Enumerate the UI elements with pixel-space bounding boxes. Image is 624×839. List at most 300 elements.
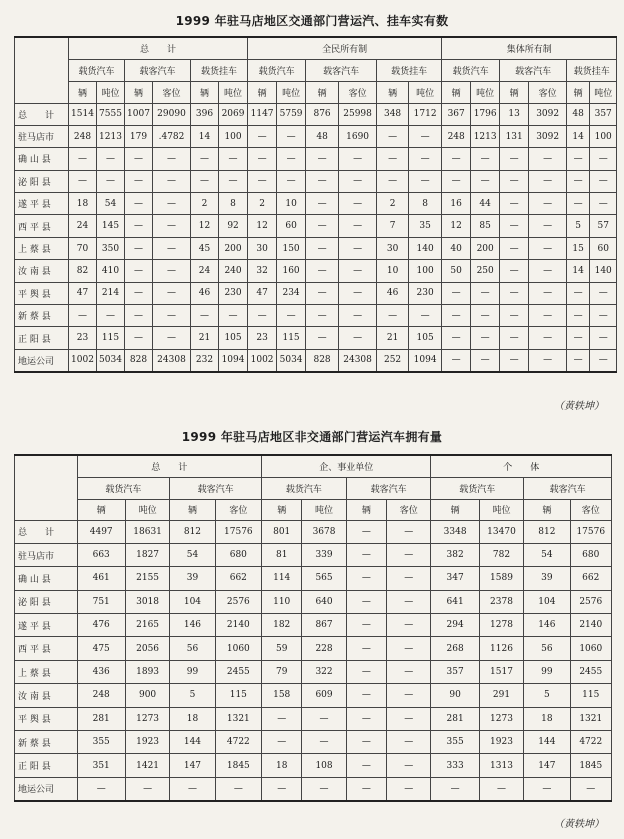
table-cell: —	[346, 590, 386, 613]
table-cell: —	[500, 260, 529, 282]
table-cell: —	[529, 170, 567, 192]
table-cell: 232	[191, 349, 219, 371]
table-cell: —	[277, 170, 306, 192]
table-cell: 24308	[153, 349, 191, 371]
table-row	[15, 349, 617, 371]
table-cell: 3092	[529, 125, 567, 147]
table-cell: 46	[191, 282, 219, 304]
table-cell: 828	[306, 349, 339, 371]
table-cell: —	[387, 614, 431, 637]
table-cell: 2056	[125, 637, 169, 660]
unit-header: 吨位	[302, 499, 346, 520]
table-cell: 99	[524, 660, 570, 683]
table-cell: 252	[377, 349, 409, 371]
table-cell: 410	[97, 260, 125, 282]
unit-header: 辆	[69, 81, 97, 103]
table-cell: —	[377, 305, 409, 327]
table-cell: 812	[524, 520, 570, 543]
table-cell: —	[69, 148, 97, 170]
table-cell: —	[500, 237, 529, 259]
table-cell: 333	[431, 754, 479, 777]
table-row	[15, 125, 617, 147]
table-cell: —	[409, 170, 442, 192]
table-cell: 82	[69, 260, 97, 282]
table-cell: —	[248, 305, 277, 327]
table-row	[15, 614, 612, 637]
table-cell: —	[306, 148, 339, 170]
table-cell: 2140	[215, 614, 261, 637]
table-cell: 29090	[153, 103, 191, 125]
table-cell: 56	[170, 637, 215, 660]
table-cell: 5	[170, 684, 215, 707]
table-cell: 54	[97, 193, 125, 215]
row-label: 遂 平 县	[15, 193, 69, 215]
table-cell: 230	[409, 282, 442, 304]
unit-header: 吨位	[277, 81, 306, 103]
table-cell: —	[387, 777, 431, 800]
unit-header: 辆	[248, 81, 277, 103]
table-cell: 44	[471, 193, 500, 215]
table-cell: 40	[442, 237, 471, 259]
table-cell: —	[529, 282, 567, 304]
unit-header: 辆	[191, 81, 219, 103]
table-cell: 12	[191, 215, 219, 237]
table-cell: —	[153, 215, 191, 237]
row-label: 汝 南 县	[15, 260, 69, 282]
table-cell: 4497	[77, 520, 125, 543]
table-cell: —	[153, 282, 191, 304]
table-cell: —	[442, 170, 471, 192]
table-cell: —	[567, 170, 590, 192]
table-row	[15, 754, 612, 777]
table-cell: 30	[248, 237, 277, 259]
table-cell: —	[306, 327, 339, 349]
table-cell: 32	[248, 260, 277, 282]
table-cell: 100	[219, 125, 248, 147]
table-cell: 160	[277, 260, 306, 282]
table-cell: 21	[377, 327, 409, 349]
table-cell: 39	[524, 567, 570, 590]
row-label: 平 舆 县	[15, 707, 78, 730]
table-row	[15, 170, 617, 192]
table-cell: 145	[97, 215, 125, 237]
table-cell: —	[471, 305, 500, 327]
table-cell: —	[153, 260, 191, 282]
table-cell: —	[306, 170, 339, 192]
sub-header: 载货汽车	[248, 59, 306, 81]
unit-header: 吨位	[409, 81, 442, 103]
table-cell: —	[219, 170, 248, 192]
table-cell: 104	[524, 590, 570, 613]
table-cell: —	[262, 731, 302, 754]
table-row	[15, 543, 612, 566]
table-cell: 47	[248, 282, 277, 304]
table-cell: —	[97, 170, 125, 192]
table-cell: 640	[302, 590, 346, 613]
table-cell: 1712	[409, 103, 442, 125]
table-cell: 8	[409, 193, 442, 215]
table-row	[15, 282, 617, 304]
table-cell: —	[277, 125, 306, 147]
table-cell: —	[387, 707, 431, 730]
table-cell: —	[277, 305, 306, 327]
table-cell: —	[125, 777, 169, 800]
table-cell: 248	[69, 125, 97, 147]
unit-header: 客位	[339, 81, 377, 103]
unit-header: 辆	[524, 499, 570, 520]
table-cell: 1321	[215, 707, 261, 730]
table-cell: 1923	[479, 731, 523, 754]
unit-header: 辆	[442, 81, 471, 103]
table-cell: 2069	[219, 103, 248, 125]
table-cell: 50	[442, 260, 471, 282]
table-cell: —	[125, 170, 153, 192]
table-cell: 45	[191, 237, 219, 259]
row-label: 西 平 县	[15, 637, 78, 660]
table-cell: 18	[69, 193, 97, 215]
table-cell: —	[409, 125, 442, 147]
table-cell: 1147	[248, 103, 277, 125]
table-cell: 662	[215, 567, 261, 590]
table-cell: 60	[590, 237, 617, 259]
table-cell: —	[567, 282, 590, 304]
table-cell: 24	[69, 215, 97, 237]
table-cell: —	[442, 282, 471, 304]
table-cell: —	[339, 327, 377, 349]
table-cell: 2455	[215, 660, 261, 683]
table-cell: 14	[567, 125, 590, 147]
table-cell: —	[529, 237, 567, 259]
table-cell: —	[500, 148, 529, 170]
row-label: 新 蔡 县	[15, 731, 78, 754]
table-row	[15, 731, 612, 754]
table-cell: 10	[277, 193, 306, 215]
table-cell: 99	[170, 660, 215, 683]
table-row	[15, 660, 612, 683]
table-cell: 234	[277, 282, 306, 304]
table-cell: 436	[77, 660, 125, 683]
table-cell: 131	[500, 125, 529, 147]
table-cell: —	[377, 170, 409, 192]
table-cell: 18	[170, 707, 215, 730]
unit-header: 辆	[346, 499, 386, 520]
table-cell: 24	[191, 260, 219, 282]
table-cell: 609	[302, 684, 346, 707]
sub-header: 载货汽车	[262, 477, 347, 499]
table-cell: 146	[170, 614, 215, 637]
table-cell: 1690	[339, 125, 377, 147]
table-cell: —	[500, 349, 529, 371]
table-cell: —	[387, 520, 431, 543]
table-cell: —	[69, 170, 97, 192]
table-cell: 146	[524, 614, 570, 637]
table-cell: —	[219, 305, 248, 327]
table-cell: 16	[442, 193, 471, 215]
table-cell: —	[306, 237, 339, 259]
table-cell: 108	[302, 754, 346, 777]
table-cell: 24308	[339, 349, 377, 371]
table-cell: 14	[191, 125, 219, 147]
table-cell: 70	[69, 237, 97, 259]
table-row	[15, 260, 617, 282]
table-cell: 12	[442, 215, 471, 237]
table-cell: 147	[524, 754, 570, 777]
corner-cell	[15, 37, 69, 103]
sub-header: 载客汽车	[346, 477, 431, 499]
row-label: 总 计	[15, 520, 78, 543]
table-cell: 1060	[570, 637, 611, 660]
table2-title: 1999 年驻马店地区非交通部门营运汽车拥有量	[181, 430, 443, 444]
unit-header: 辆	[77, 499, 125, 520]
table-cell: 1514	[69, 103, 97, 125]
table-cell: 2	[248, 193, 277, 215]
group-header: 企、事业单位	[262, 455, 431, 477]
table-cell: 200	[219, 237, 248, 259]
table-cell: 291	[479, 684, 523, 707]
table-cell: —	[125, 327, 153, 349]
table-cell: —	[471, 349, 500, 371]
table-cell: —	[125, 282, 153, 304]
row-label: 泌 阳 县	[15, 590, 78, 613]
table-cell: —	[500, 327, 529, 349]
table-cell: 1796	[471, 103, 500, 125]
table-cell: —	[125, 305, 153, 327]
table-cell: —	[500, 193, 529, 215]
table-cell: —	[215, 777, 261, 800]
table-cell: —	[306, 305, 339, 327]
table-cell: 59	[262, 637, 302, 660]
table-cell: 105	[409, 327, 442, 349]
unit-header: 客位	[153, 81, 191, 103]
table-cell: —	[500, 215, 529, 237]
table-cell: 268	[431, 637, 479, 660]
unit-header: 辆	[567, 81, 590, 103]
sub-header: 载客汽车	[500, 59, 567, 81]
table-cell: 230	[219, 282, 248, 304]
table-cell: —	[590, 327, 617, 349]
table-cell: 248	[442, 125, 471, 147]
table-cell: 140	[590, 260, 617, 282]
table-cell: 476	[77, 614, 125, 637]
table-cell: 57	[590, 215, 617, 237]
table-cell: —	[191, 170, 219, 192]
table-cell: 21	[191, 327, 219, 349]
table-cell: —	[346, 543, 386, 566]
table-cell: 1213	[97, 125, 125, 147]
sub-header: 载货汽车	[77, 477, 170, 499]
row-label: 汝 南 县	[15, 684, 78, 707]
unit-header: 吨位	[97, 81, 125, 103]
table-cell: —	[339, 260, 377, 282]
table-cell: —	[442, 305, 471, 327]
table-cell: —	[409, 148, 442, 170]
table-cell: 214	[97, 282, 125, 304]
table-row	[15, 103, 617, 125]
table-cell: 46	[377, 282, 409, 304]
table-cell: 782	[479, 543, 523, 566]
table-cell: —	[339, 193, 377, 215]
unit-header: 吨位	[125, 499, 169, 520]
table-cell: —	[567, 148, 590, 170]
table-cell: —	[170, 777, 215, 800]
table-cell: 144	[524, 731, 570, 754]
table-cell: —	[346, 684, 386, 707]
table-cell: —	[529, 349, 567, 371]
row-label: 新 蔡 县	[15, 305, 69, 327]
table-cell: 382	[431, 543, 479, 566]
table-cell: 357	[431, 660, 479, 683]
table-cell: —	[590, 148, 617, 170]
table-cell: 1002	[69, 349, 97, 371]
table-cell: 3348	[431, 520, 479, 543]
table-cell: —	[387, 637, 431, 660]
table-cell: —	[471, 170, 500, 192]
table-cell: 1845	[570, 754, 611, 777]
table-cell: 355	[431, 731, 479, 754]
table-cell: 92	[219, 215, 248, 237]
table-cell: 147	[170, 754, 215, 777]
table-cell: —	[248, 148, 277, 170]
table-cell: 228	[302, 637, 346, 660]
table-cell: 54	[524, 543, 570, 566]
table-cell: 867	[302, 614, 346, 637]
table-cell: 39	[170, 567, 215, 590]
table-cell: 100	[409, 260, 442, 282]
table-cell: 1060	[215, 637, 261, 660]
table-cell: —	[442, 148, 471, 170]
table-cell: —	[125, 148, 153, 170]
table-cell: —	[346, 777, 386, 800]
unit-header: 吨位	[590, 81, 617, 103]
table-cell: —	[387, 543, 431, 566]
table-cell: —	[302, 707, 346, 730]
row-label: 地运公司	[15, 349, 69, 371]
unit-header: 客位	[387, 499, 431, 520]
table-cell: 2455	[570, 660, 611, 683]
group-header: 全民所有制	[248, 37, 442, 59]
row-label: 正 阳 县	[15, 327, 69, 349]
table-cell: 13470	[479, 520, 523, 543]
table-cell: 1421	[125, 754, 169, 777]
table-cell: 1094	[219, 349, 248, 371]
table-cell: 18	[524, 707, 570, 730]
table-cell: 48	[567, 103, 590, 125]
sub-header: 载客汽车	[524, 477, 612, 499]
table-cell: 1321	[570, 707, 611, 730]
table-cell: —	[377, 148, 409, 170]
table-cell: 1517	[479, 660, 523, 683]
table-row	[15, 148, 617, 170]
row-label: 总 计	[15, 103, 69, 125]
table-cell: —	[570, 777, 611, 800]
table-cell: —	[442, 327, 471, 349]
table2	[14, 454, 612, 802]
sub-header: 载客汽车	[306, 59, 377, 81]
table-cell: 10	[377, 260, 409, 282]
table-cell: —	[479, 777, 523, 800]
row-label: 西 平 县	[15, 215, 69, 237]
table-cell: 105	[219, 327, 248, 349]
row-label: 确 山 县	[15, 567, 78, 590]
table-cell: —	[125, 237, 153, 259]
table-cell: 339	[302, 543, 346, 566]
table-cell: —	[529, 260, 567, 282]
table-row	[15, 193, 617, 215]
table-cell: —	[529, 193, 567, 215]
table-cell: —	[346, 567, 386, 590]
table-cell: —	[191, 148, 219, 170]
table-row	[15, 567, 612, 590]
table-row	[15, 327, 617, 349]
table-cell: 2	[377, 193, 409, 215]
table-cell: —	[346, 660, 386, 683]
table-cell: 663	[77, 543, 125, 566]
table-cell: 294	[431, 614, 479, 637]
table-cell: —	[302, 777, 346, 800]
table-cell: 1002	[248, 349, 277, 371]
table-cell: 8	[219, 193, 248, 215]
row-label: 遂 平 县	[15, 614, 78, 637]
table-cell: 876	[306, 103, 339, 125]
table-cell: —	[153, 170, 191, 192]
table-cell: 110	[262, 590, 302, 613]
table-cell: 140	[409, 237, 442, 259]
row-label: 平 舆 县	[15, 282, 69, 304]
table-cell: 1213	[471, 125, 500, 147]
table-cell: 1273	[479, 707, 523, 730]
unit-header: 客位	[570, 499, 611, 520]
table-cell: 1313	[479, 754, 523, 777]
table-cell: 13	[500, 103, 529, 125]
table-cell: —	[529, 148, 567, 170]
table-cell: —	[248, 125, 277, 147]
table-cell: 565	[302, 567, 346, 590]
table-cell: 17576	[215, 520, 261, 543]
table-cell: 100	[590, 125, 617, 147]
table-cell: .4782	[153, 125, 191, 147]
table-cell: 115	[215, 684, 261, 707]
table-cell: 85	[471, 215, 500, 237]
unit-header: 辆	[125, 81, 153, 103]
unit-header: 辆	[306, 81, 339, 103]
unit-header: 辆	[377, 81, 409, 103]
table-cell: 4722	[215, 731, 261, 754]
unit-header: 吨位	[219, 81, 248, 103]
table-cell: —	[302, 731, 346, 754]
table-cell: 322	[302, 660, 346, 683]
table-cell: —	[387, 731, 431, 754]
table-cell: 461	[77, 567, 125, 590]
table-cell: 1094	[409, 349, 442, 371]
table-cell: —	[125, 260, 153, 282]
table-cell: —	[442, 349, 471, 371]
table-row	[15, 707, 612, 730]
table-cell: 114	[262, 567, 302, 590]
table-cell: 240	[219, 260, 248, 282]
table-row	[15, 637, 612, 660]
table-cell: 248	[77, 684, 125, 707]
table-cell: 662	[570, 567, 611, 590]
table-cell: 56	[524, 637, 570, 660]
table-cell: —	[567, 327, 590, 349]
table-cell: 79	[262, 660, 302, 683]
table-cell: —	[346, 520, 386, 543]
corner-cell	[15, 455, 78, 520]
unit-header: 辆	[170, 499, 215, 520]
table-cell: 1923	[125, 731, 169, 754]
sub-header: 载货汽车	[431, 477, 524, 499]
table-cell: 179	[125, 125, 153, 147]
